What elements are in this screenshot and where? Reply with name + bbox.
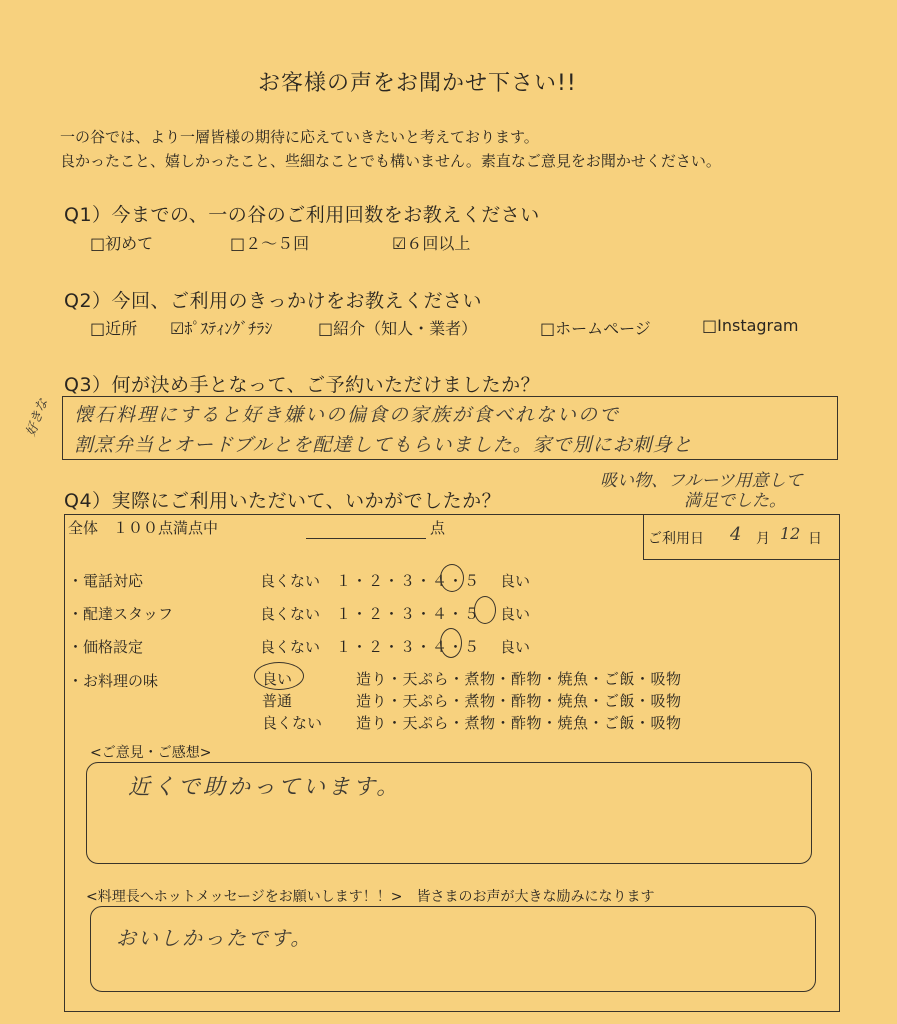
q1-option-2-5-times[interactable]: □２～５回: [230, 234, 310, 253]
q2-option-referral[interactable]: □紹介（知人・業者）: [318, 319, 478, 338]
taste-dishes-good[interactable]: 造り・天ぷら・煮物・酢物・焼魚・ご飯・吸物: [356, 670, 682, 688]
q2-question: Q2）今回、ご利用のきっかけをお教えください: [64, 290, 483, 312]
intro-line-1: 一の谷では、より一層皆様の期待に応えていきたいと考えております。: [60, 128, 539, 146]
intro-line-2: 良かったこと、嬉しかったこと、些細なことでも構いません。素直なご意見をお聞かせください。: [60, 152, 721, 170]
taste-level-good[interactable]: 良い: [262, 670, 293, 688]
chef-message-answer: おいしかったです。: [116, 926, 313, 950]
overall-score-label: 全体 １００点満点中: [68, 519, 219, 537]
rating-phone-scale[interactable]: １・２・３・４・５: [336, 572, 481, 590]
rating-phone-left: 良くない: [260, 572, 321, 590]
rating-delivery-selected-circle: [474, 596, 496, 624]
q3-answer-line-4: 満足でした。: [684, 491, 786, 511]
rating-price-right: 良い: [500, 638, 531, 656]
taste-dishes-normal[interactable]: 造り・天ぷら・煮物・酢物・焼魚・ご飯・吸物: [356, 692, 682, 710]
visit-date-day-unit: 日: [808, 531, 822, 547]
page-title: お客様の声をお聞かせ下さい!!: [258, 71, 577, 96]
taste-good-selected-circle: [254, 662, 304, 690]
visit-date-label: ご利用日: [648, 531, 704, 547]
rating-price-label: ・価格設定: [68, 638, 144, 656]
rating-phone-selected-circle: [440, 564, 464, 592]
q3-question: Q3）何が決め手となって、ご予約いただけましたか？: [64, 374, 541, 396]
rating-price-scale[interactable]: １・２・３・４・５: [336, 638, 481, 656]
rating-delivery-label: ・配達スタッフ: [68, 605, 174, 623]
q1-question: Q1）今までの、一の谷のご利用回数をお教えください: [64, 204, 540, 226]
taste-dishes-bad[interactable]: 造り・天ぷら・煮物・酢物・焼魚・ご飯・吸物: [356, 714, 682, 732]
visit-date-day: 12: [780, 524, 801, 543]
q1-option-first-time[interactable]: □初めて: [90, 234, 154, 253]
rating-delivery-right: 良い: [500, 605, 531, 623]
feedback-answer: 近くで助かっています。: [128, 775, 402, 800]
rating-delivery-scale[interactable]: １・２・３・４・５: [336, 605, 481, 623]
feedback-label: <ご意見・ご感想>: [90, 745, 212, 761]
q4-question: Q4）実際にご利用いただいて、いかがでしたか？: [64, 490, 502, 512]
q1-option-6-plus-times[interactable]: ☑６回以上: [392, 234, 471, 253]
q3-margin-note: 好きな: [23, 396, 52, 439]
q3-answer-line-2: 割烹弁当とオードブルとを配達してもらいました。家で別にお刺身と: [74, 434, 693, 456]
rating-delivery-left: 良くない: [260, 605, 321, 623]
taste-level-bad[interactable]: 良くない: [262, 714, 323, 732]
taste-level-normal[interactable]: 普通: [262, 692, 293, 710]
q3-answer-line-1: 懐石料理にすると好き嫌いの偏食の家族が食べれないので: [74, 404, 621, 426]
q3-answer-line-3: 吸い物、フルーツ用意して: [600, 471, 803, 491]
q2-option-neighborhood[interactable]: □近所: [90, 319, 138, 338]
q2-option-homepage[interactable]: □ホームページ: [540, 319, 651, 338]
rating-price-left: 良くない: [260, 638, 321, 656]
rating-phone-right: 良い: [500, 572, 531, 590]
visit-date-month: 4: [730, 524, 742, 545]
visit-date-month-unit: 月: [756, 531, 770, 547]
q2-option-instagram[interactable]: □Instagram: [702, 316, 799, 335]
chef-message-label: <料理長へホットメッセージをお願いします！！> 皆さまのお声が大きな励みになります: [86, 889, 655, 905]
rating-phone-label: ・電話対応: [68, 572, 144, 590]
overall-score-blank[interactable]: [306, 538, 426, 539]
taste-label: ・お料理の味: [68, 672, 159, 690]
q2-option-flyer[interactable]: ☑ﾎﾟｽﾃｨﾝｸﾞﾁﾗｼ: [170, 319, 273, 338]
rating-price-selected-circle: [440, 628, 462, 658]
overall-score-unit: 点: [430, 519, 446, 537]
